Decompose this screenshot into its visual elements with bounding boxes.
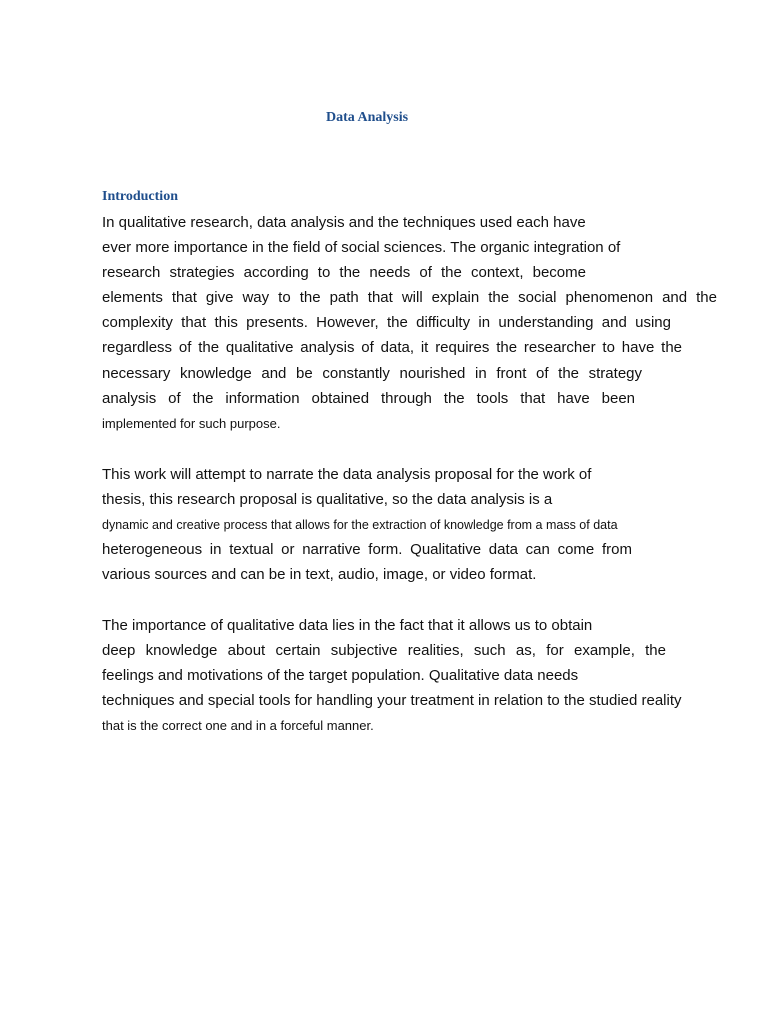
- paragraph-1-line-3: research strategies according to the needs of the context, become: [102, 264, 586, 281]
- paragraph-1-line-4: elements that give way to the path that will explain the social phenomenon and the: [102, 289, 717, 306]
- paragraph-3-line-2: deep knowledge about certain subjective realities, such as, for example, the: [102, 642, 666, 659]
- paragraph-3-line-4: techniques and special tools for handling your treatment in relation to the studied reality: [102, 692, 682, 709]
- paragraph-2-line-5: various sources and can be in text, audio, image, or video format.: [102, 566, 537, 583]
- paragraph-2-line-2: thesis, this research proposal is qualitative, so the data analysis is a: [102, 491, 553, 508]
- document-title: Data Analysis: [326, 110, 409, 125]
- paragraph-2-line-3: dynamic and creative process that allows for the extraction of knowledge from a mass of data: [102, 518, 618, 532]
- paragraph-3-line-3: feelings and motivations of the target population. Qualitative data needs: [102, 667, 579, 684]
- paragraph-1-line-5: complexity that this presents. However, the difficulty in understanding and using: [102, 314, 671, 331]
- paragraph-3-line-5: that is the correct one and in a forceful manner.: [102, 718, 374, 733]
- paragraph-2-line-1: This work will attempt to narrate the data analysis proposal for the work of: [102, 466, 592, 483]
- paragraph-2-line-4: heterogeneous in textual or narrative form. Qualitative data can come from: [102, 541, 632, 558]
- paragraph-1-line-1: In qualitative research, data analysis and the techniques used each have: [102, 214, 586, 231]
- paragraph-1-line-9: implemented for such purpose.: [102, 416, 281, 431]
- paragraph-3-line-1: The importance of qualitative data lies in the fact that it allows us to obtain: [102, 617, 593, 634]
- paragraph-1-line-7: necessary knowledge and be constantly nourished in front of the strategy: [102, 365, 642, 382]
- paragraph-1-line-6: regardless of the qualitative analysis of data, it requires the researcher to have the: [102, 339, 682, 356]
- paragraph-1-line-8: analysis of the information obtained through the tools that have been: [102, 390, 635, 407]
- paragraph-1-line-2: ever more importance in the field of social sciences. The organic integration of: [102, 239, 621, 256]
- section-heading-introduction: Introduction: [102, 189, 178, 204]
